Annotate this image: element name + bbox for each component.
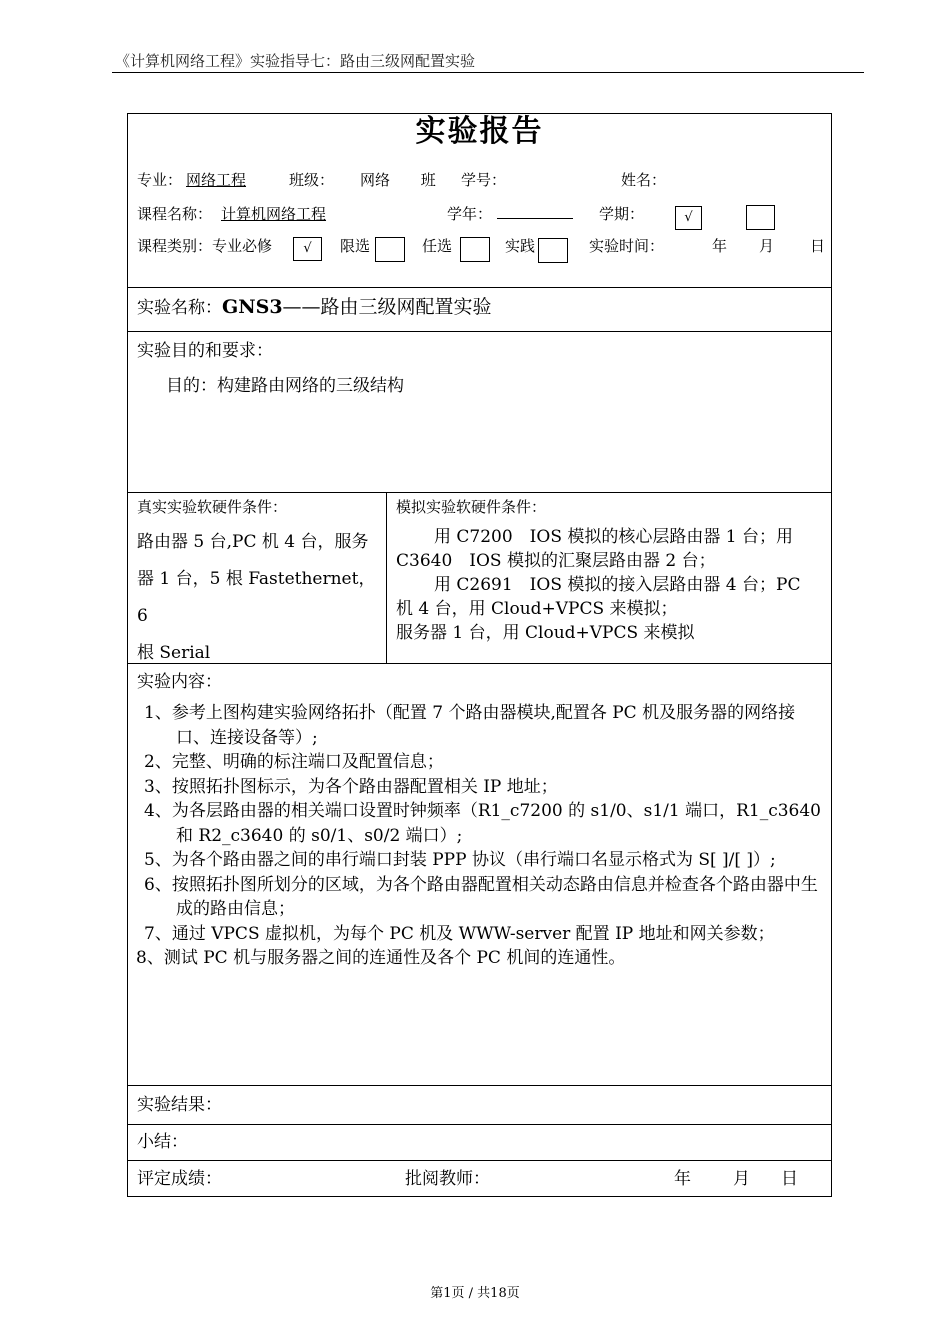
major-label: 专业： bbox=[137, 171, 183, 189]
content-item: 5、为各个路由器之间的串行端口封装 PPP 协议（串行端口名显示格式为 S[ ]/[ ]）; bbox=[144, 850, 776, 870]
experiment-name bbox=[137, 292, 492, 319]
class-value: 网络 班 bbox=[360, 171, 436, 189]
content-item: 3、按照拓扑图标示，为各个路由器配置相关 IP 地址； bbox=[144, 776, 558, 797]
content-item: 1、参考上图构建实验网络拓扑（配置 7 个路由器模块,配置各 PC 机及服务器的网络接口、连接设备等）; bbox=[144, 703, 796, 748]
divider bbox=[128, 492, 831, 493]
real-conditions-line: 器 1 台，5 根 Fastethernet，6 bbox=[137, 569, 376, 626]
elective-checkbox[interactable] bbox=[460, 237, 490, 262]
sign-day-label: 日 bbox=[781, 1169, 798, 1189]
exp-month-label: 月 bbox=[759, 237, 775, 255]
experiment-name-bold: GNS3 bbox=[222, 296, 283, 318]
exp-year-label: 年 bbox=[712, 237, 728, 255]
sim-conditions-line: C3640 IOS 模拟的汇聚层路由器 2 台； bbox=[396, 551, 716, 571]
sim-conditions-line: 用 C2691 IOS 模拟的接入层路由器 4 台；PC bbox=[434, 575, 801, 595]
divider bbox=[128, 331, 831, 332]
term-checkbox-1[interactable]: √ bbox=[675, 206, 702, 230]
school-year-blank[interactable] bbox=[497, 203, 573, 221]
elective-label: 任选 bbox=[422, 237, 453, 255]
real-conditions bbox=[137, 524, 385, 672]
result-label: 实验结果： bbox=[137, 1095, 222, 1115]
experiment-name-label: 实验名称： bbox=[137, 298, 222, 318]
real-conditions-line: 根 Serial bbox=[137, 643, 211, 663]
class-label: 班级： bbox=[289, 171, 335, 189]
required-checkbox[interactable]: √ bbox=[293, 237, 322, 261]
content-label: 实验内容： bbox=[137, 672, 222, 692]
grade-label: 评定成绩： bbox=[137, 1169, 222, 1189]
report-title: 实验报告 bbox=[415, 114, 544, 149]
summary-label: 小结： bbox=[137, 1132, 188, 1152]
term-label: 学期： bbox=[599, 205, 645, 223]
divider bbox=[128, 287, 831, 288]
report-form bbox=[127, 113, 832, 1197]
sign-month-label: 月 bbox=[733, 1169, 750, 1189]
divider bbox=[128, 1085, 831, 1086]
page-header: 《计算机网络工程》实验指导七：路由三级网配置实验 bbox=[115, 52, 476, 70]
experiment-name-rest: ——路由三级网配置实验 bbox=[282, 296, 492, 318]
exp-time-label: 实验时间： bbox=[589, 237, 665, 255]
sim-conditions-line: 用 C7200 IOS 模拟的核心层路由器 1 台；用 bbox=[434, 527, 793, 547]
content-item: 7、通过 VPCS 虚拟机，为每个 PC 机及 WWW-server 配置 IP 地址和网关参数； bbox=[144, 923, 775, 944]
limited-checkbox[interactable] bbox=[375, 237, 405, 262]
limited-label: 限选 bbox=[340, 237, 371, 255]
sim-conditions bbox=[396, 525, 828, 645]
real-conditions-label: 真实实验软硬件条件： bbox=[137, 498, 288, 516]
course-value: 计算机网络工程 bbox=[221, 205, 327, 223]
divider bbox=[128, 1160, 831, 1161]
course-type-label: 课程类别：专业必修 bbox=[137, 237, 273, 255]
real-conditions-line: 路由器 5 台,PC 机 4 台，服务 bbox=[137, 532, 369, 552]
purpose-label: 实验目的和要求： bbox=[137, 341, 273, 361]
name-label: 姓名： bbox=[621, 171, 667, 189]
teacher-label: 批阅教师： bbox=[405, 1169, 490, 1189]
practice-checkbox[interactable] bbox=[538, 238, 568, 263]
divider bbox=[128, 1124, 831, 1125]
column-divider bbox=[386, 492, 387, 663]
content-list bbox=[136, 701, 828, 971]
sim-conditions-line: 机 4 台，用 Cloud+VPCS 来模拟； bbox=[396, 599, 678, 619]
major-value: 网络工程 bbox=[186, 171, 247, 189]
content-item: 2、完整、明确的标注端口及配置信息； bbox=[144, 752, 444, 772]
sim-conditions-line: 服务器 1 台，用 Cloud+VPCS 来模拟 bbox=[396, 623, 695, 643]
divider bbox=[128, 663, 831, 664]
term-checkbox-2[interactable] bbox=[746, 205, 775, 230]
content-item: 4、为各层路由器的相关端口设置时钟频率（R1_c7200 的 s1/0、s1/1 端口，R1_c3640 和 R2_c3640 的 s0/1、s0/2 端口）; bbox=[144, 801, 821, 846]
page-footer: 第1页 / 共18页 bbox=[430, 1286, 520, 1301]
practice-label: 实践 bbox=[505, 237, 536, 255]
content-item: 8、测试 PC 机与服务器之间的连通性及各个 PC 机间的连通性。 bbox=[136, 948, 626, 968]
course-label: 课程名称： bbox=[137, 205, 213, 223]
header-rule bbox=[112, 72, 864, 73]
exp-day-label: 日 bbox=[810, 237, 826, 255]
student-id-label: 学号： bbox=[461, 171, 507, 189]
sign-year-label: 年 bbox=[674, 1169, 691, 1189]
purpose-text: 目的：构建路由网络的三级结构 bbox=[166, 376, 404, 396]
school-year-label: 学年： bbox=[447, 205, 493, 223]
sim-conditions-label: 模拟实验软硬件条件： bbox=[396, 498, 547, 516]
content-item: 6、按照拓扑图所划分的区域，为各个路由器配置相关动态路由信息并检查各个路由器中生成的路由信息； bbox=[144, 874, 818, 919]
